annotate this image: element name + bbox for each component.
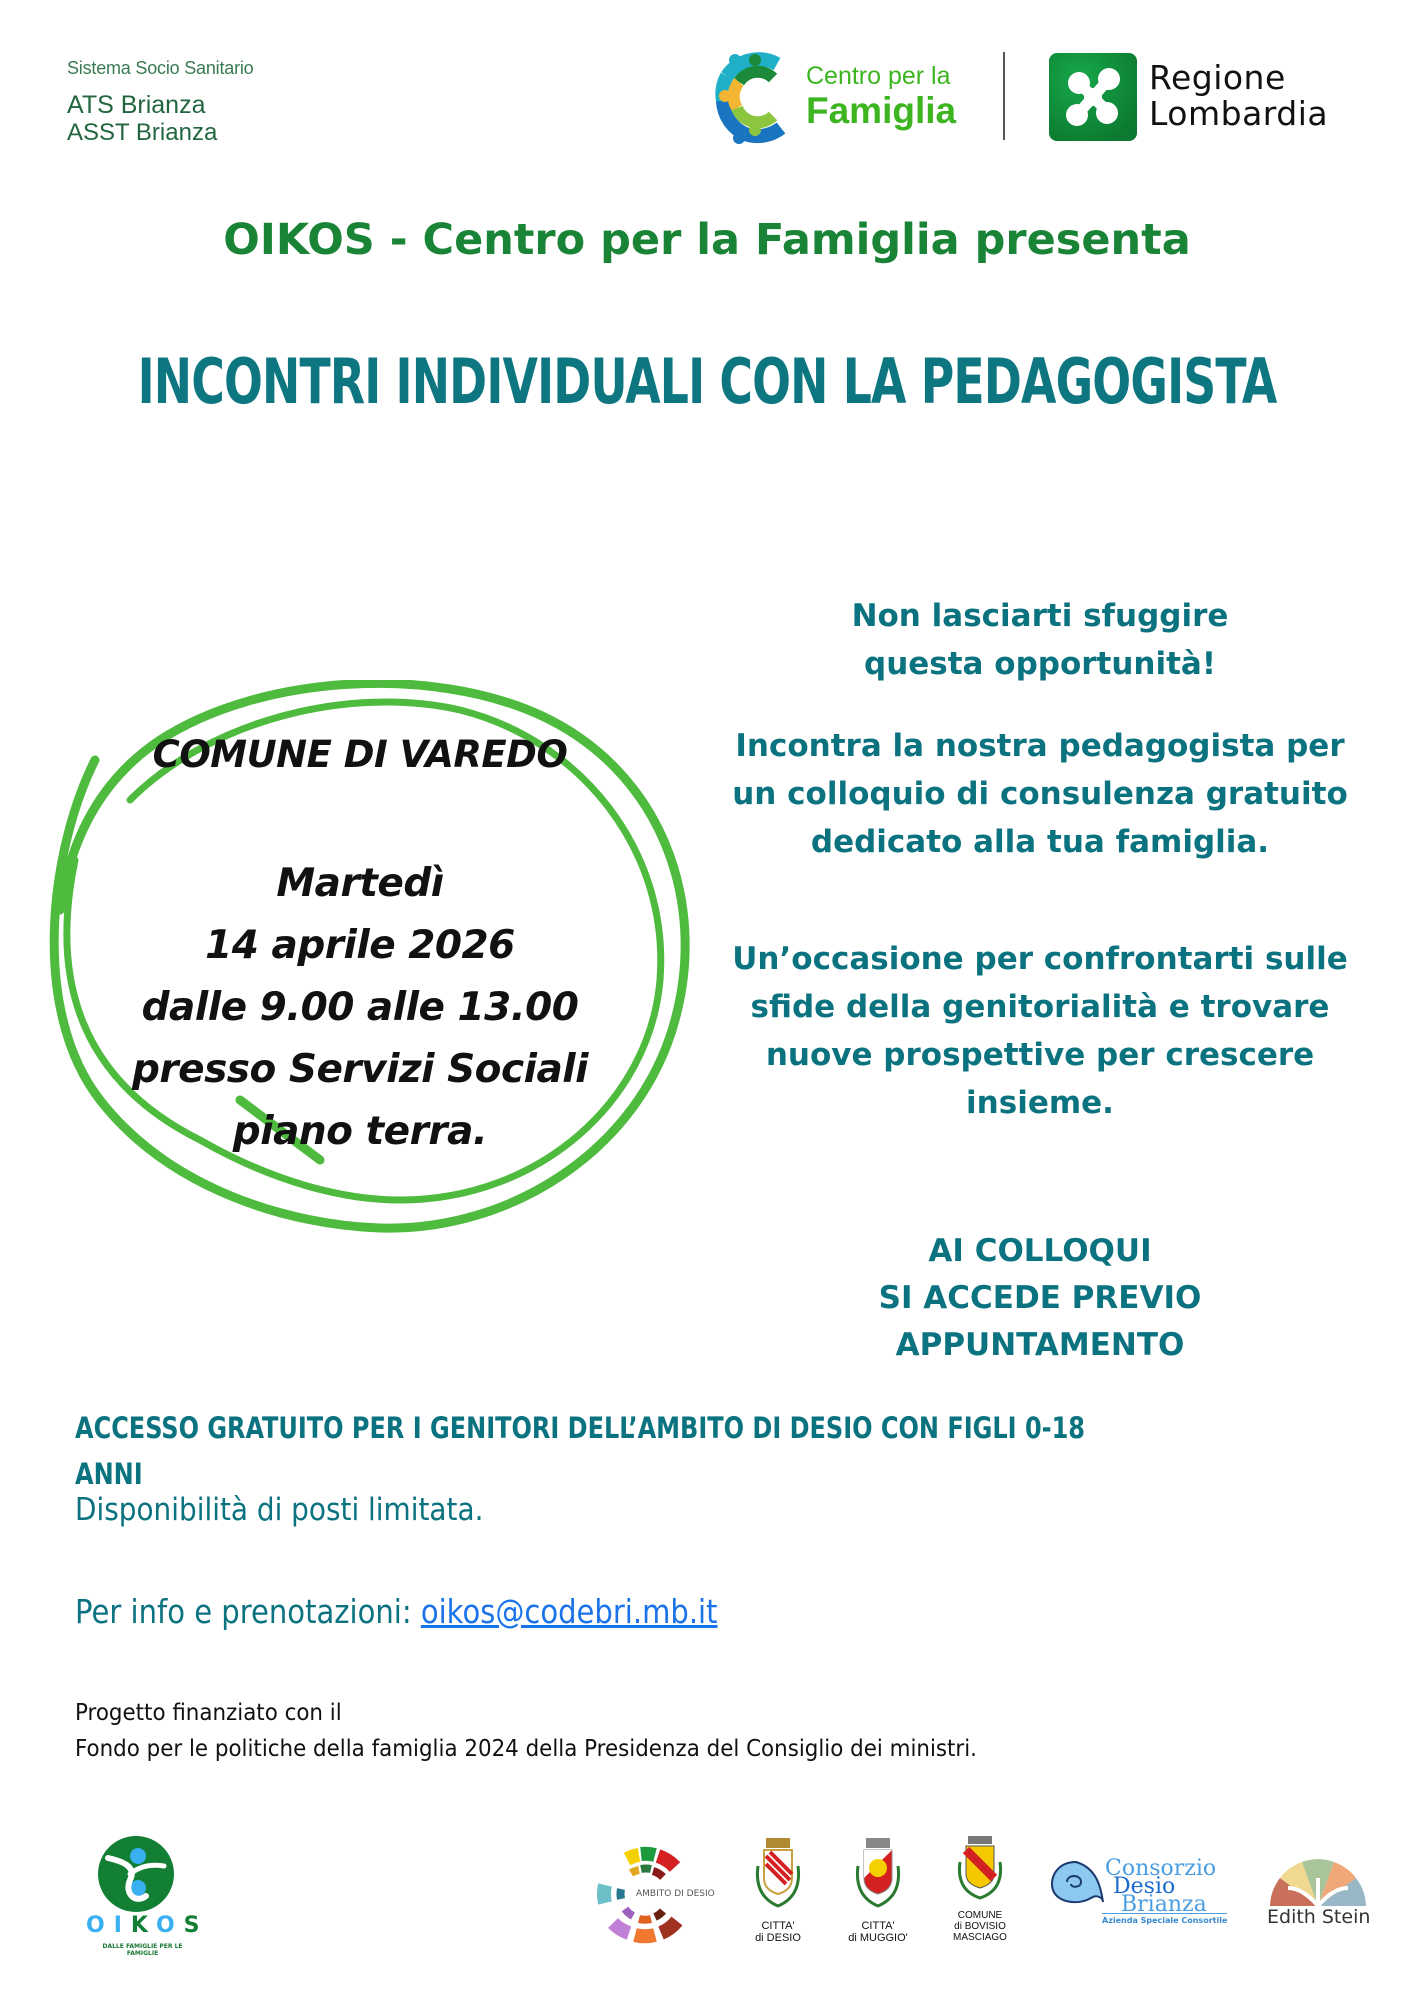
desio-label [748, 1920, 808, 1944]
event-time: dalle 9.00 alle 13.00 [141, 985, 579, 1030]
oikos-logo-icon [96, 1836, 176, 1912]
text-line: di BOVISIO [954, 1921, 1006, 1932]
availability-text: Disponibilità di posti limitata. [75, 1492, 484, 1528]
edith-stein-label: Edith Stein [1267, 1906, 1371, 1928]
contact-label: Per info e prenotazioni: [75, 1592, 421, 1631]
regione-lombardia-logo [1149, 60, 1328, 132]
consultation-description [695, 722, 1385, 866]
funding-note [75, 1695, 977, 1767]
oikos-logo-text: OIKOS [86, 1913, 209, 1938]
comune-label: COMUNE DI VAREDO [152, 733, 568, 776]
funding-line1: Progetto finanziato con il [75, 1700, 342, 1726]
consorzio-logo-text [1105, 1856, 1217, 1917]
consorzio-subtitle: Azienda Speciale Consortile [1102, 1913, 1227, 1925]
text-line: questa opportunità! [864, 646, 1216, 682]
ambito-desio-label: AMBITO DI DESIO [636, 1889, 715, 1899]
text-line: Consorzio [1105, 1856, 1217, 1881]
text-line: AI COLLOQUI [928, 1233, 1152, 1269]
presenta-heading: OIKOS - Centro per la Famiglia presenta [223, 215, 1191, 265]
contact-line [75, 1592, 718, 1631]
oikos-tagline: DALLE FAMIGLIE PER LE FAMIGLIE [102, 1943, 183, 1957]
logo-divider [1003, 52, 1005, 140]
contact-email-link[interactable]: oikos@codebri.mb.it [420, 1592, 718, 1631]
event-place: presso Servizi Sociali [131, 1047, 589, 1092]
comune-bovisio-crest [950, 1834, 1010, 1943]
event-floor: piano terra. [232, 1109, 488, 1154]
text-line: CITTA' [761, 1920, 795, 1932]
regione-line2: Lombardia [1149, 94, 1329, 133]
text-line: di DESIO [755, 1932, 801, 1944]
desio-crest-icon [748, 1836, 808, 1916]
ats-system-label: Sistema Socio Sanitario [67, 58, 254, 78]
regione-line1: Regione [1149, 58, 1286, 97]
muggio-label [848, 1920, 908, 1944]
text-line: di MUGGIO' [848, 1932, 908, 1944]
text-line: CITTA' [861, 1920, 895, 1932]
opportunity-callout [695, 592, 1385, 688]
centro-famiglia-logo [806, 62, 956, 132]
muggio-crest-icon [848, 1836, 908, 1916]
event-date: 14 aprile 2026 [205, 923, 515, 968]
bovisio-crest-icon [950, 1834, 1010, 1906]
centro-famiglia-line1: Centro per la [806, 62, 951, 90]
funding-line2: Fondo per le politiche della famiglia 2024 della Presidenza del Consiglio dei ministri. [75, 1736, 977, 1762]
ats-brianza-logo [67, 58, 254, 146]
text-line: Incontra la nostra pedagogista per [735, 728, 1345, 764]
event-details [120, 853, 600, 1163]
text-line: dedicato alla tua famiglia. [810, 824, 1270, 860]
text-line: Brianza [1121, 1892, 1207, 1917]
text-line: COMUNE [957, 1910, 1003, 1921]
text-line: insieme. [966, 1085, 1114, 1121]
citta-muggio-crest [848, 1836, 908, 1944]
centro-famiglia-line2: Famiglia [806, 90, 957, 131]
occasion-description [695, 935, 1385, 1127]
citta-desio-crest [748, 1836, 808, 1944]
text-line: sfide della genitorialità e trovare [750, 989, 1330, 1025]
event-day: Martedì [276, 861, 444, 906]
text-line: MASCIAGO [953, 1932, 1007, 1943]
bovisio-label [950, 1910, 1010, 1943]
asst-label: ASST Brianza [67, 119, 218, 146]
ats-label: ATS Brianza [67, 91, 206, 119]
text-line: APPUNTAMENTO [895, 1327, 1185, 1363]
edith-stein-fan-icon [1268, 1858, 1368, 1906]
centro-famiglia-c-icon [715, 46, 795, 146]
text-line: Un’occasione per confrontarti sulle [732, 941, 1348, 977]
text-line: un colloquio di consulenza gratuito [732, 776, 1348, 812]
regione-lombardia-rosa-icon [1049, 53, 1137, 141]
access-line2: ANNI [75, 1457, 143, 1491]
access-notice [75, 1405, 1234, 1497]
text-line: nuove prospettive per crescere [765, 1037, 1315, 1073]
text-line: SI ACCEDE PREVIO [878, 1280, 1202, 1316]
appointment-notice [695, 1228, 1385, 1369]
consorzio-shell-icon [1047, 1858, 1105, 1908]
text-line: Non lasciarti sfuggire [851, 598, 1229, 634]
page-title: INCONTRI INDIVIDUALI CON LA PEDAGOGISTA [137, 345, 1277, 418]
access-line1: ACCESSO GRATUITO PER I GENITORI DELL’AMBITO DI DESIO CON FIGLI 0-18 [75, 1411, 1086, 1445]
text-line: Desio [1113, 1874, 1176, 1899]
